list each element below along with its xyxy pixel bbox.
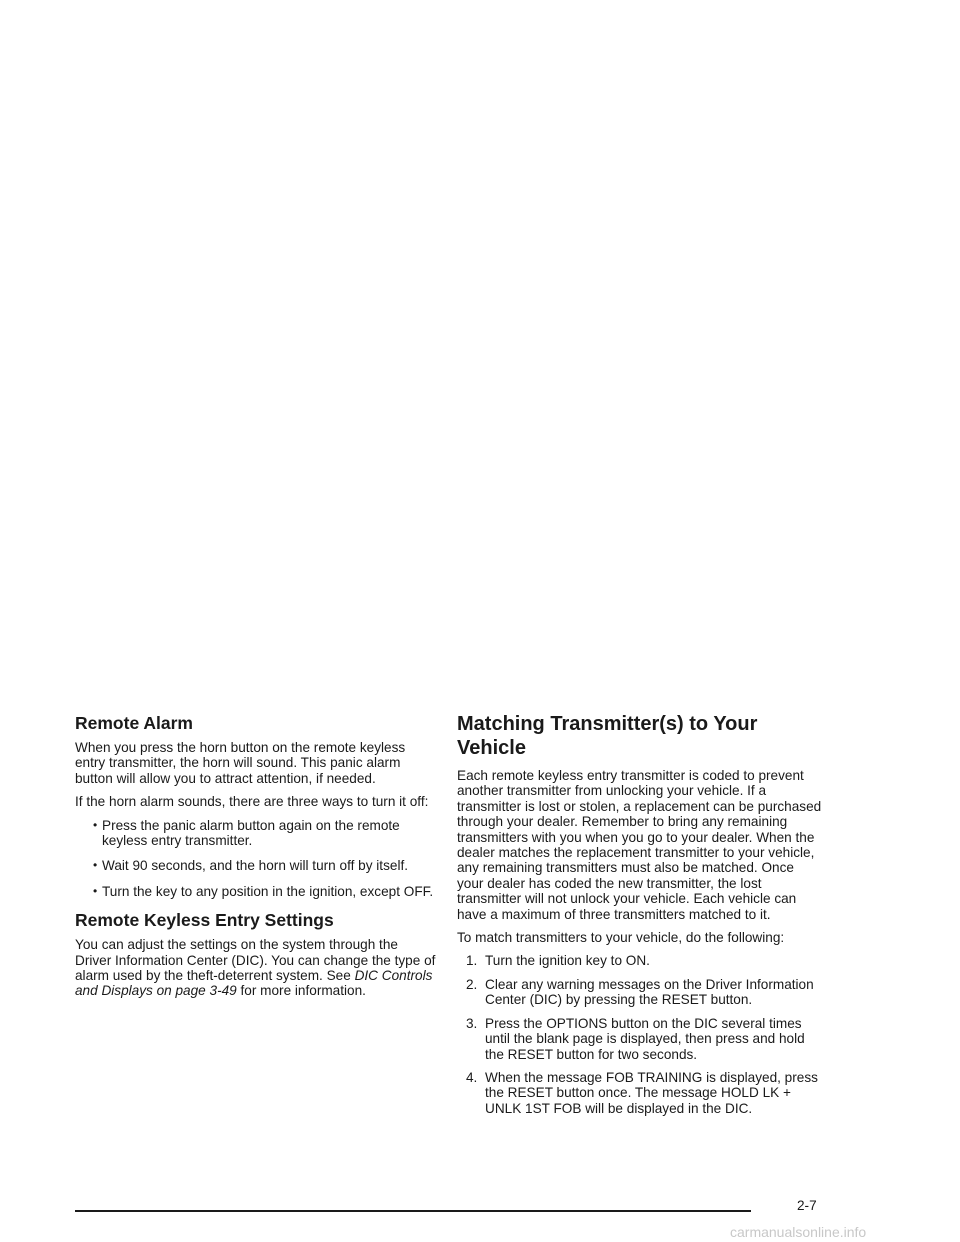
matching-paragraph-1: Each remote keyless entry transmitter is coded to prevent another transmitter from unlocking your vehicle. If a transmitter is lost or stolen, a replacement can be purchased through your dealer. Remember to bring any remaining transmitters with you when you go to your dealer. When the dealer matches the replacement transmitter to your vehicle, any remaining transmitters must also be matched. Once your dealer has coded the new transmitter, the lost transmitter will not unlock your vehicle. Each vehicle can have a maximum of three transmitters matched to it. [457, 768, 822, 922]
page-number: 2-7 [797, 1198, 817, 1213]
alarm-off-bullet-list [75, 818, 437, 900]
keyless-entry-settings-heading: Remote Keyless Entry Settings [75, 910, 334, 931]
right-column [457, 712, 822, 1124]
keyless-entry-settings-paragraph: You can adjust the settings on the system through the Driver Information Center (DIC). You can change the type of alarm used by the theft-deterrent system. See DIC Controls and Displays on page 3-49 for more information. [75, 937, 436, 999]
bullet-icon: • [93, 817, 98, 832]
bullet-icon: • [93, 858, 98, 873]
matching-paragraph-2: To match transmitters to your vehicle, do the following: [457, 930, 785, 946]
remote-alarm-paragraph-1: When you press the horn button on the remote keyless entry transmitter, the horn will sound. This panic alarm button will allow you to attract attention, if needed. [75, 740, 406, 786]
list-item: 1. Turn the ignition key to ON. [466, 953, 650, 969]
remote-alarm-paragraph-2: If the horn alarm sounds, there are three ways to turn it off: [75, 794, 429, 810]
remote-alarm-heading: Remote Alarm [75, 713, 193, 733]
list-item: • Press the panic alarm button again on the remote keyless entry transmitter. [93, 817, 400, 849]
dic-controls-cross-reference[interactable]: DIC Controls and Displays on page 3-49 [75, 968, 433, 999]
left-column [75, 712, 437, 1007]
list-item: 4. When the message FOB TRAINING is displayed, press the RESET button once. The message HOLD LK + UNLK 1ST FOB will be displayed in the DIC. [466, 1069, 818, 1116]
list-item: • Wait 90 seconds, and the horn will turn off by itself. [93, 858, 409, 874]
matching-transmitters-heading: Matching Transmitter(s) to Your Vehicle [457, 713, 758, 759]
list-item: 2. Clear any warning messages on the Driver Information Center (DIC) by pressing the RESET button. [466, 976, 814, 1008]
list-item: • Turn the key to any position in the ignition, except OFF. [93, 883, 434, 899]
watermark: carmanualsonline.info [730, 1224, 867, 1240]
footer-rule [75, 1210, 751, 1212]
matching-steps-list [457, 953, 822, 1116]
list-item: 3. Press the OPTIONS button on the DIC several times until the blank page is displayed, then press and hold the RESET button for two seconds. [466, 1015, 805, 1062]
bullet-icon: • [93, 883, 98, 898]
